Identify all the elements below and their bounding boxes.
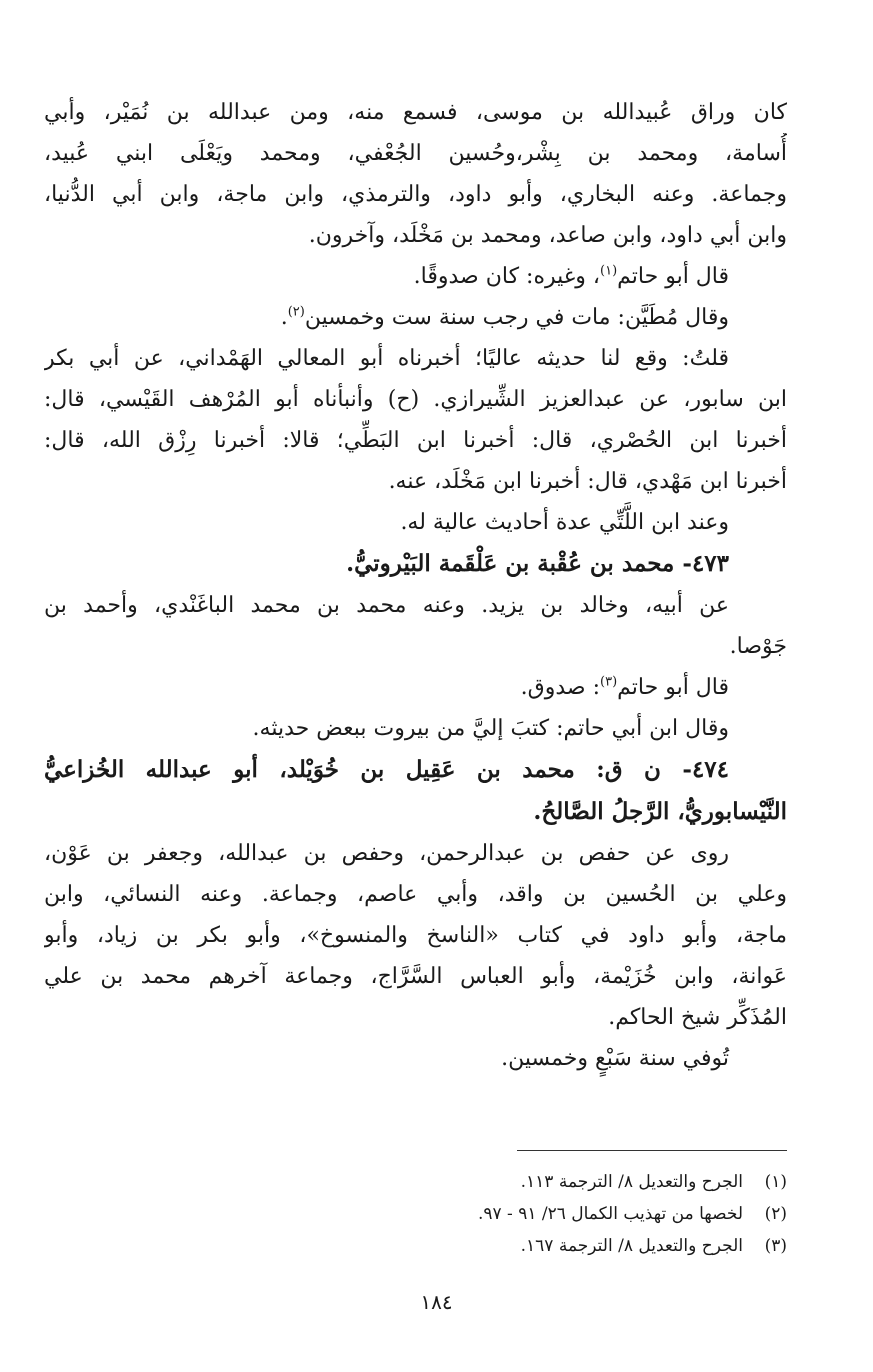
page-number: ١٨٤ (420, 1290, 453, 1314)
text-line: المُذَكِّر شيخ الحاكم. (608, 1005, 787, 1030)
text-line: أخبرنا ابن الحُصْري، قال: أخبرنا ابن البَطِّي؛ قالا: أخبرنا رِزْق الله، قال: (44, 428, 787, 453)
text-line: وجماعة. وعنه البخاري، وأبو داود، والترمذي، وابن ماجة، وابن أبي الدُّنيا، (44, 182, 787, 207)
text-line: وعند ابن اللَّتِّي عدة أحاديث عالية له. (400, 510, 729, 535)
footnote-item (44, 1230, 787, 1262)
text-line: ابن سابور، عن عبدالعزيز الشِّيرازي. (ح) وأنبأناه أبو المُرْهف القَيْسي، قال: (44, 387, 787, 412)
text-fragment: قال أبو حاتم (617, 675, 729, 700)
text-fragment: قال أبو حاتم (617, 264, 729, 289)
page-body (44, 92, 787, 1079)
text-fragment: ، وغيره: كان صدوقًا. (413, 264, 600, 289)
footnote-item (44, 1166, 787, 1198)
footnote-number: (٢) (764, 1204, 787, 1224)
text-line: أخبرنا ابن مَهْدي، قال: أخبرنا ابن مَخْلَد، عنه. (388, 469, 787, 494)
text-line: وعلي بن الحُسين بن واقد، وأبي عاصم، وجماعة. وعنه النسائي، وابن (44, 882, 787, 907)
footnote-number: (١) (764, 1172, 787, 1192)
text-line: عَوانة، وابن خُزَيْمة، وأبو العباس السَّرَّاج، وجماعة آخرهم محمد بن علي (44, 964, 787, 989)
footnote-text: لخصها من تهذيب الكمال ٢٦/ ٩١ - ٩٧. (477, 1204, 743, 1224)
text-line: تُوفي سنة سَبْعٍ وخمسين. (501, 1046, 729, 1071)
text-line (44, 256, 787, 297)
text-line: جَوْصا. (729, 634, 787, 659)
text-line: ماجة، وأبو داود في كتاب «الناسخ والمنسوخ»، وأبو بكر بن زياد، وأبو (44, 923, 787, 948)
entry-heading-473: ٤٧٣- محمد بن عُقْبة بن عَلْقَمة البَيْروتيُّ. (346, 550, 729, 577)
footnote-item (44, 1198, 787, 1230)
text-line: وابن أبي داود، وابن صاعد، ومحمد بن مَخْلَد، وآخرون. (308, 223, 787, 248)
entry-heading-474: ٤٧٤- ن ق: محمد بن عَقِيل بن خُوَيْلد، أبو عبدالله الخُزاعيُّ (44, 756, 729, 783)
text-fragment: . (280, 305, 288, 330)
text-line: كان وراق عُبيدالله بن موسى، فسمع منه، ومن عبدالله بن نُمَيْر، وأبي (44, 100, 787, 125)
footnote-divider (517, 1150, 787, 1151)
footnotes (44, 1166, 787, 1262)
text-fragment: : صدوق. (520, 675, 600, 700)
text-line: وقال ابن أبي حاتم: كتبَ إليَّ من بيروت ببعض حديثه. (252, 716, 729, 741)
text-line (44, 297, 787, 338)
text-fragment: وقال مُطَيَّن: مات في رجب سنة ست وخمسين (304, 305, 729, 330)
text-line: أُسامة، ومحمد بن بِشْر،وحُسين الجُعْفي، ومحمد ويَعْلَى ابني عُبيد، (44, 141, 787, 166)
footnote-ref-3: (٣) (600, 674, 618, 690)
footnote-ref-1: (١) (600, 263, 618, 279)
entry-heading-474-cont: النَّيْسابوريُّ، الرَّجلُ الصَّالحُ. (533, 798, 787, 825)
footnote-text: الجرح والتعديل ٨/ الترجمة ١١٣. (520, 1172, 743, 1192)
text-line: روى عن حفص بن عبدالرحمن، وحفص بن عبدالله، وجعفر بن عَوْن، (44, 841, 729, 866)
footnote-text: الجرح والتعديل ٨/ الترجمة ١٦٧. (520, 1236, 743, 1256)
text-line: قلتُ: وقع لنا حديثه عاليًا؛ أخبرناه أبو المعالي الهَمْداني، عن أبي بكر (44, 346, 729, 371)
footnote-number: (٣) (764, 1236, 787, 1256)
text-line: عن أبيه، وخالد بن يزيد. وعنه محمد بن محمد الباغَنْدي، وأحمد بن (44, 593, 729, 618)
text-line (44, 667, 787, 708)
footnote-ref-2: (٢) (287, 304, 305, 320)
